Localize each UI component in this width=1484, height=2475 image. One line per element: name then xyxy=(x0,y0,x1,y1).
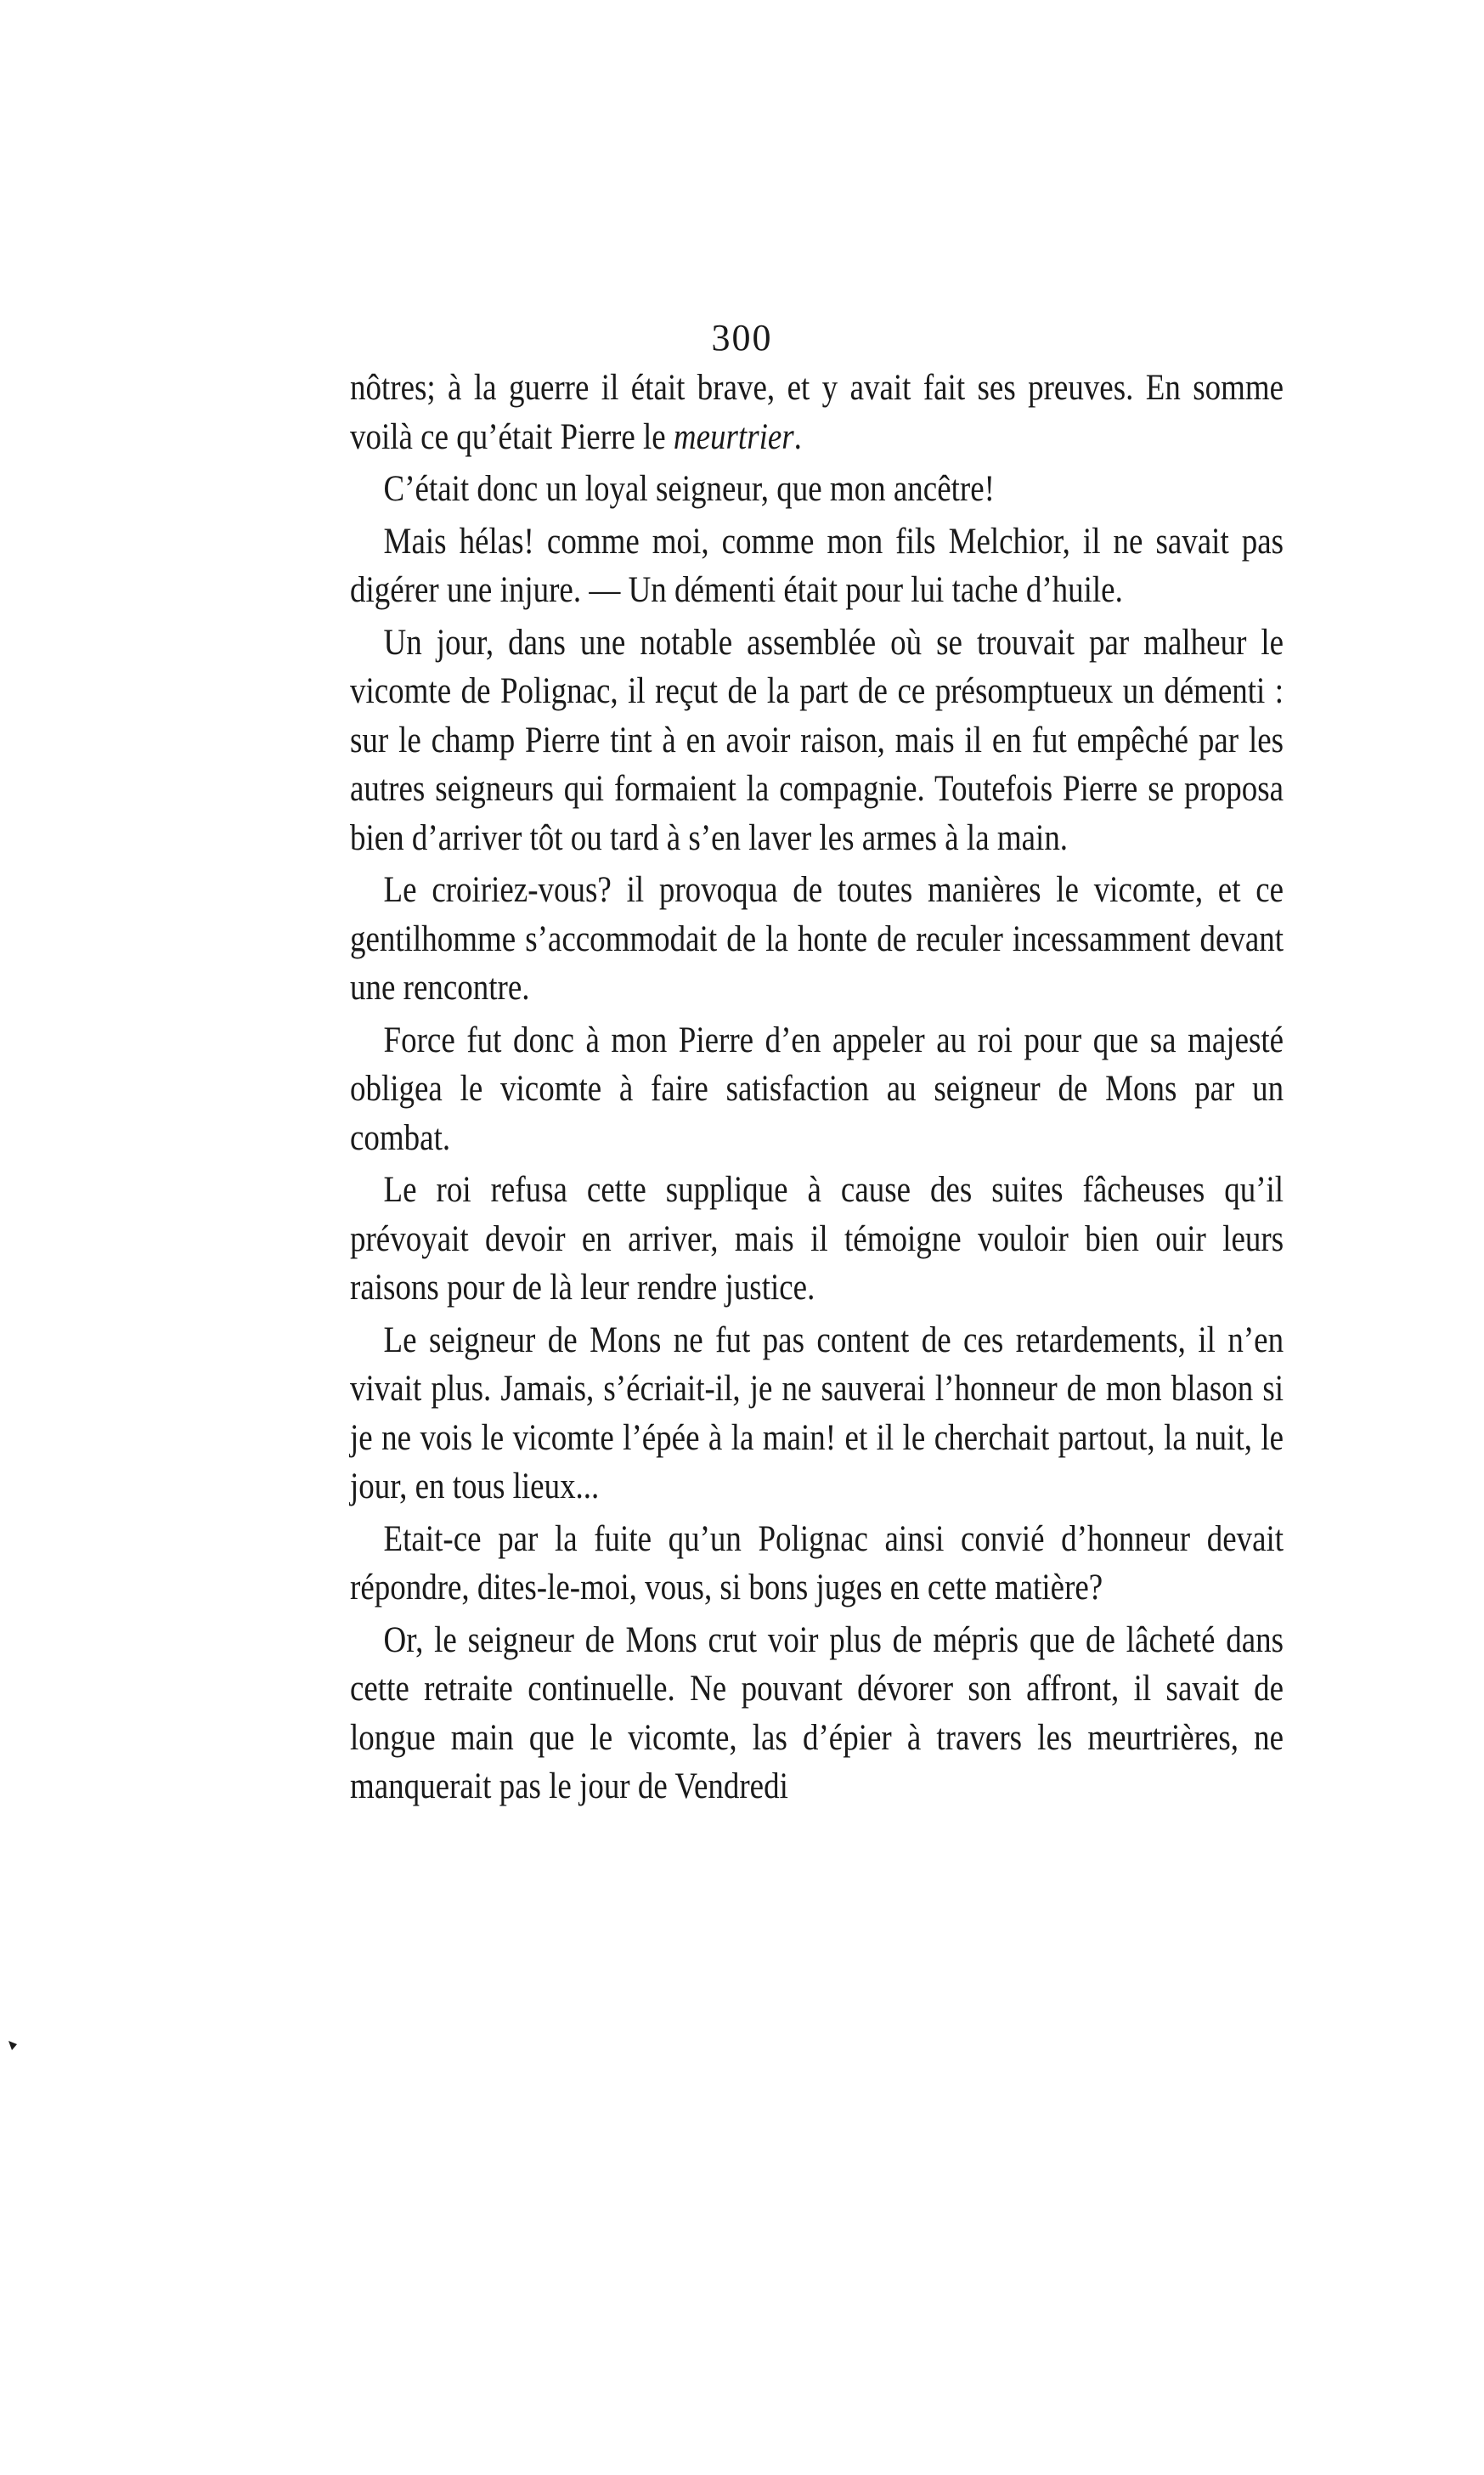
paragraph: C’était donc un loyal seigneur, que mon ancêtre! xyxy=(383,469,995,509)
paragraph: Le croiriez-vous? il provoqua de toutes manières le vicomte, et ce gentilhomme s’accommodait de la honte de reculer incessamment devant une rencontre. xyxy=(350,870,1284,1008)
paragraph: Un jour, dans une notable assemblée où se trouvait par malheur le vicomte de Polignac, il reçut de la part de ce présomptueux un démenti : sur le champ Pierre tint à en avoir raison, mais il en fut empêché par les autres seigneurs qui formaient la compagnie. Toutefois Pierre se proposa bien d’arriver tôt ou tard à s’en laver les armes à la main. xyxy=(350,622,1284,858)
paragraph: Le roi refusa cette supplique à cause des suites fâcheuses qu’il prévoyait devoir en arriver, mais il témoigne vouloir bien ouir leurs raisons pour de là leur rendre justice. xyxy=(350,1170,1284,1308)
paragraph-text-end: . xyxy=(793,416,802,457)
ink-speck xyxy=(7,2039,19,2051)
paragraph: Mais hélas! comme moi, comme mon fils Melchior, il ne savait pas digérer une injure. — Un démenti était pour lui tache d’huile. xyxy=(350,521,1284,610)
paragraph-text: nôtres; à la guerre il était brave, et y avait fait ses preuves. En somme voilà ce qu’était Pierre le xyxy=(350,368,1284,457)
paragraph: Or, le seigneur de Mons crut voir plus de mépris que de lâcheté dans cette retraite continuelle. Ne pouvant dévorer son affront, il savait de longue main que le vicomte, las d’épier à travers les meurtrières, ne manquerait pas le jour de Vendredi xyxy=(350,1619,1284,1806)
paragraph-continuation xyxy=(350,364,1284,461)
paragraph: Etait-ce par la fuite qu’un Polignac ainsi convié d’honneur devait répondre, dites-le-moi, vous, si bons juges en cette matière? xyxy=(350,1518,1284,1608)
body-text xyxy=(350,364,1284,1815)
paragraph: Force fut donc à mon Pierre d’en appeler au roi pour que sa majesté obligea le vicomte à faire satisfaction au seigneur de Mons par un combat. xyxy=(350,1020,1284,1158)
page-number: 300 xyxy=(711,317,773,359)
paragraph: Le seigneur de Mons ne fut pas content de ces retardements, il n’en vivait plus. Jamais, s’écriait-il, je ne sauverai l’honneur de mon blason si je ne vois le vicomte l’épée à la main! et il le cherchait partout, la nuit, le jour, en tous lieux... xyxy=(350,1319,1284,1506)
italic-term: meurtrier xyxy=(673,416,794,457)
